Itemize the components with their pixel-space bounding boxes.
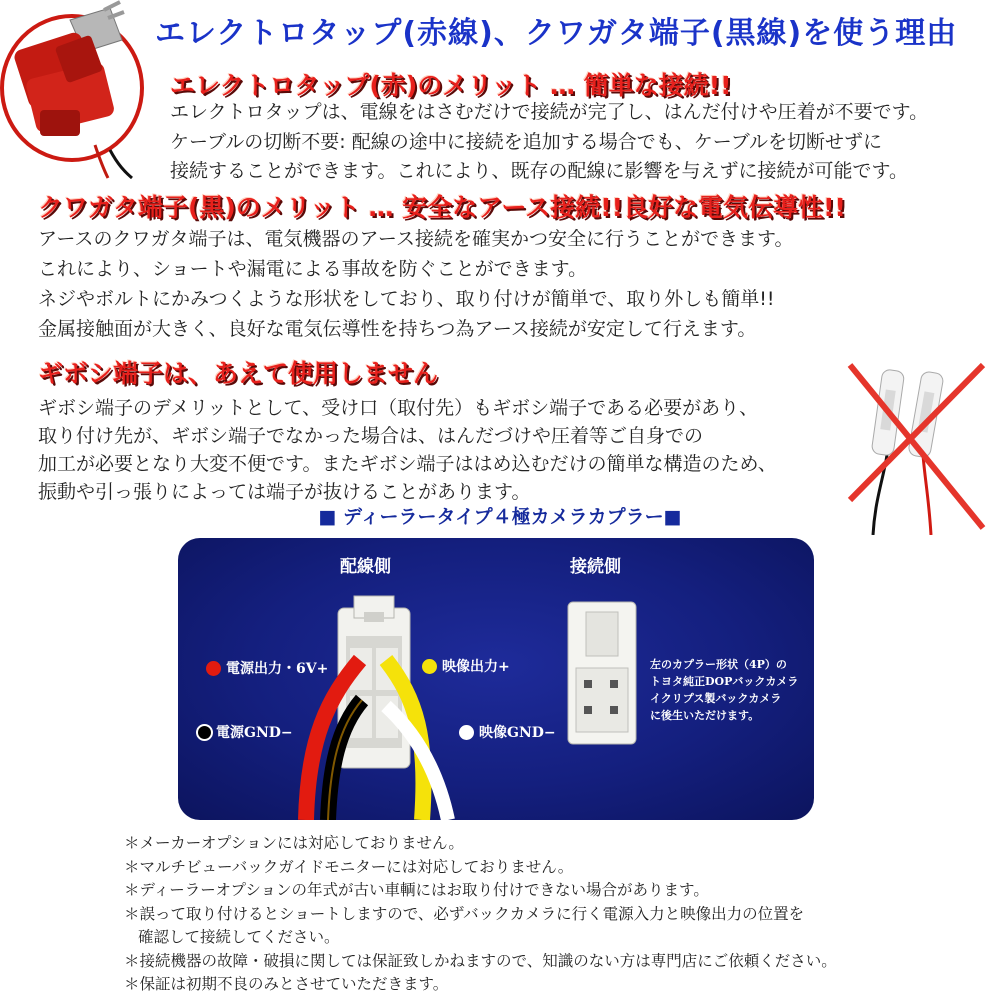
text-line: 振動や引っ張りによっては端子が抜けることがあります。 [38, 481, 531, 503]
electro-tap-photo [0, 0, 160, 180]
power-gnd-label: 電源GND− [216, 725, 293, 741]
black-wire-dot [196, 724, 213, 741]
yellow-wire-dot [422, 659, 437, 674]
white-wire-dot [459, 725, 474, 740]
spade-terminal-body [38, 224, 793, 344]
electro-tap-body [170, 98, 928, 187]
note-item: ＊接続機器の故障・破損に関しては保証致しかねますので、知識のない方は専門店にご依頼ください。 [124, 951, 837, 970]
note-item-continued: 確認して接続してください。 [138, 928, 340, 946]
connect-side-label: 接続側 [570, 557, 621, 577]
note-item: ＊メーカーオプションには対応しておりません。 [124, 834, 464, 852]
spade-terminal-heading: クワガタ端子(黒)のメリット … 安全なアース接続!!良好な電気伝導性!! [38, 193, 846, 222]
coupler-diagram-panel [178, 538, 814, 820]
text-line: ケーブルの切断不要: 配線の途中に接続を追加する場合でも、ケーブルを切断せずに [170, 130, 883, 153]
description-line: 左のカプラー形状（4P）の [650, 658, 787, 671]
connect-connector-graphic [564, 598, 640, 748]
text-line: 金属接触面が大きく、良好な電気伝導性を持ちつ為アース接続が安定して行えます。 [38, 318, 757, 340]
video-output-label: 映像出力+ [442, 659, 510, 675]
description-line: に後生いただけます。 [650, 709, 760, 722]
bullet-terminal-heading: ギボシ端子は、あえて使用しません [38, 359, 439, 388]
text-line: ギボシ端子のデメリットとして、受け口（取付先）もギボシ端子である必要があり、 [38, 397, 759, 419]
note-item: ＊ディーラーオプションの年式が古い車輌にはお取り付けできない場合があります。 [124, 881, 709, 899]
video-gnd-label: 映像GND− [479, 725, 556, 741]
red-wire-dot [206, 661, 221, 676]
wiring-side-label: 配線側 [340, 557, 391, 577]
text-line: エレクトロタップは、電線をはさむだけで接続が完了し、はんだ付けや圧着が不要です。 [170, 101, 929, 123]
text-line: アースのクワガタ端子は、電気機器のアース接続を確実かつ安全に行うことができます。 [38, 228, 794, 250]
description-line: イクリプス製バックカメラ [650, 692, 782, 705]
note-item: ＊誤って取り付けるとショートしますので、必ずバックカメラに行く電源入力と映像出力の位置を [124, 904, 805, 923]
note-item: ＊マルチビューバックガイドモニターには対応しておりません。 [124, 857, 574, 876]
power-output-label: 電源出力・6V+ [226, 661, 329, 677]
description-line: トヨタ純正DOPバックカメラ [650, 675, 799, 688]
coupler-description [650, 656, 798, 724]
coupler-section-title: ■ ディーラータイプ４極カメラカプラー■ [318, 506, 682, 528]
note-item: ＊保証は初期不良のみとさせていただきます。 [124, 975, 449, 993]
text-line: これにより、ショートや漏電による事故を防ぐことができます。 [38, 258, 588, 280]
wiring-connector-graphic [288, 588, 468, 820]
text-line: 加工が必要となり大変不便です。またギボシ端子ははめ込むだけの簡単な構造のため、 [38, 453, 777, 475]
text-line: ネジやボルトにかみつくような形状をしており、取り付けが簡単で、取り外しも簡単!! [38, 288, 775, 310]
page-title: エレクトロタップ(赤線)、クワガタ端子(黒線)を使う理由 [155, 16, 958, 51]
text-line: 接続することができます。これにより、既存の配線に影響を与えずに接続が可能です。 [170, 160, 908, 182]
notes-list [124, 832, 837, 997]
bullet-terminal-body [38, 394, 777, 506]
electro-tap-heading: エレクトロタップ(赤)のメリット … 簡単な接続!! [170, 71, 732, 100]
text-line: 取り付け先が、ギボシ端子でなかった場合は、はんだづけや圧着等ご自身での [38, 425, 704, 447]
